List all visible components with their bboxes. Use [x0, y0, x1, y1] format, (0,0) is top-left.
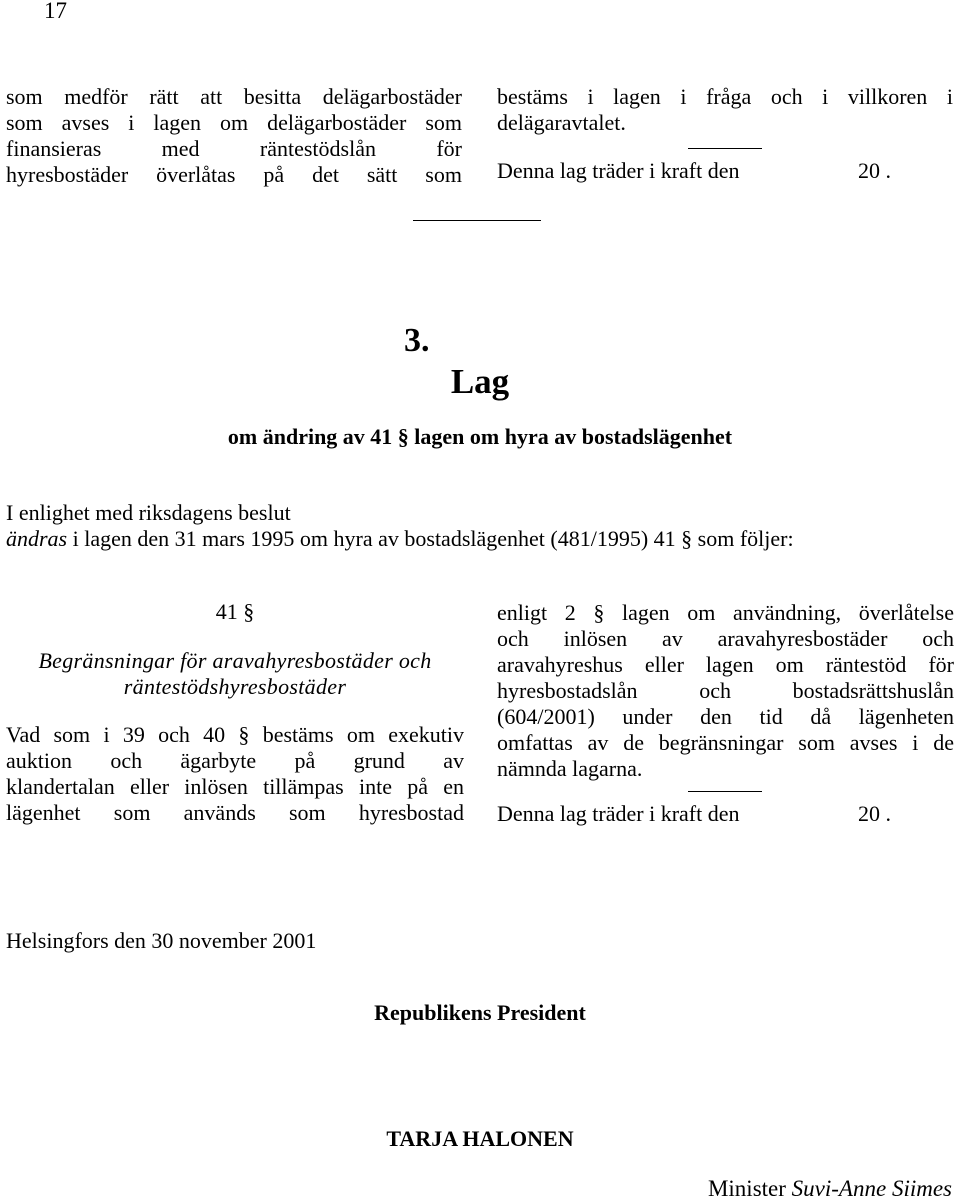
text-line: aravahyreshus eller lagen om räntestöd för — [497, 652, 954, 677]
text-line: lägenhet som används som hyresbostad — [6, 800, 464, 825]
minister-signature — [708, 1176, 952, 1202]
section-title — [6, 648, 464, 700]
section-title-line: räntestödshyresbostäder — [123, 674, 347, 699]
place-date: Helsingfors den 30 november 2001 — [6, 928, 317, 953]
section-title-line: Begränsningar för aravahyresbostäder och — [38, 648, 432, 673]
text-line: omfattas av de begränsningar som avses i de — [497, 730, 954, 755]
preamble-verb: ändras — [6, 526, 68, 551]
text-line: auktion och ägarbyte på grund av — [6, 748, 464, 773]
section-number: 41 § — [215, 599, 255, 624]
minister-label: Minister — [707, 1176, 786, 1201]
law-divider — [413, 220, 541, 221]
effective-date-line-bottom — [497, 801, 740, 827]
section-body-right — [497, 600, 954, 782]
minister-name: Suvi-Anne Siimes — [791, 1176, 952, 1201]
text-line: (604/2001) under den tid då lägenheten — [497, 704, 954, 729]
text-line: och inlösen av aravahyresbostäder och — [497, 626, 954, 651]
short-divider — [688, 791, 762, 792]
short-divider — [688, 148, 762, 149]
text-line: som medför rätt att besitta delägarbostäder — [6, 84, 462, 109]
text-line: hyresbostadslån och bostadsrättshuslån — [497, 678, 954, 703]
preamble-line: I enlighet med riksdagens beslut — [6, 500, 291, 525]
effective-text: Denna lag träder i kraft den — [497, 801, 740, 826]
text-line: Vad som i 39 och 40 § bestäms om exekutiv — [6, 722, 464, 747]
law-number: 3. — [404, 322, 430, 359]
top-left-column — [6, 84, 462, 188]
president-name: TARJA HALONEN — [386, 1126, 574, 1151]
law-title: Lag — [450, 362, 510, 401]
text-line: enligt 2 § lagen om användning, överlåtelse — [497, 600, 954, 625]
preamble — [6, 500, 794, 552]
preamble-rest: i lagen den 31 mars 1995 om hyra av bostadslägenhet (481/1995) 41 § som följer: — [67, 526, 794, 551]
text-line: finansieras med räntestödslån för — [6, 136, 462, 161]
section-body-left — [6, 722, 464, 826]
text-line: som avses i lagen om delägarbostäder som — [6, 110, 462, 135]
text-line: bestäms i lagen i fråga och i villkoren i — [497, 84, 953, 109]
text-line: nämnda lagarna. — [497, 756, 643, 781]
top-right-column — [497, 84, 953, 136]
preamble-line — [6, 526, 794, 552]
text-line: klandertalan eller inlösen tillämpas inte på en — [6, 774, 464, 799]
effective-year-top: 20 . — [858, 158, 891, 183]
text-line: delägaravtalet. — [497, 110, 626, 135]
effective-year-bottom: 20 . — [858, 801, 891, 826]
president-title: Republikens President — [374, 1000, 586, 1025]
effective-text: Denna lag träder i kraft den — [497, 158, 740, 183]
text-line: hyresbostäder överlåtas på det sätt som — [6, 162, 462, 187]
page-number: 17 — [44, 0, 67, 23]
effective-date-line-top — [497, 158, 740, 184]
law-subtitle: om ändring av 41 § lagen om hyra av bostadslägenhet — [227, 424, 733, 449]
